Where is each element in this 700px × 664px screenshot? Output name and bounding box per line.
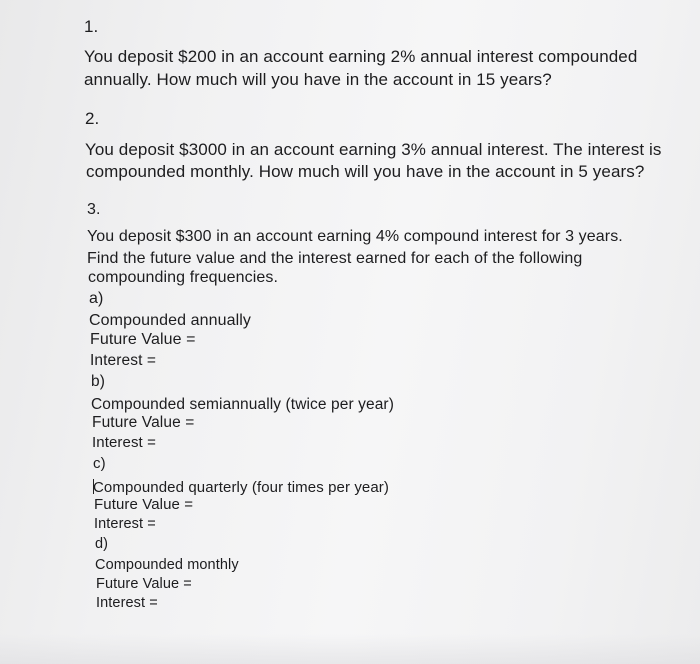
part-b-interest: Interest = (92, 434, 156, 451)
part-a-frequency: Compounded annually (89, 312, 252, 329)
part-c-label: c) (93, 455, 106, 472)
part-d-interest: Interest = (96, 595, 158, 611)
part-c-future-value: Future Value = (94, 496, 194, 513)
question-3-line-3: compounding frequencies. (88, 269, 279, 286)
question-1-line-1: You deposit $200 in an account earning 2% annual interest compounded (84, 47, 638, 66)
question-2-number: 2. (85, 109, 100, 128)
part-d-frequency: Compounded monthly (95, 557, 239, 573)
question-1-number: 1. (84, 17, 99, 36)
part-c-frequency: Compounded quarterly (four times per year) (93, 479, 389, 496)
part-c-interest: Interest = (94, 516, 156, 532)
question-3-line-2: Find the future value and the interest earned for each of the following (87, 250, 583, 267)
part-b-future-value: Future Value = (92, 414, 195, 431)
question-2-line-2: compounded monthly. How much will you have in the account in 5 years? (86, 162, 645, 181)
question-3-number: 3. (87, 201, 101, 218)
question-3-line-1: You deposit $300 in an account earning 4% compound interest for 3 years. (87, 228, 623, 245)
part-b-label: b) (91, 373, 105, 390)
question-1-line-2: annually. How much will you have in the account in 15 years? (84, 70, 552, 89)
part-d-future-value: Future Value = (96, 576, 192, 592)
part-d-label: d) (95, 536, 109, 552)
part-a-future-value: Future Value = (90, 331, 196, 348)
part-a-interest: Interest = (90, 352, 157, 369)
question-2-line-1: You deposit $3000 in an account earning 3% annual interest. The interest is (85, 140, 662, 159)
part-c-frequency-line (93, 479, 389, 495)
bottom-shadow (0, 634, 700, 664)
part-a-label: a) (89, 290, 104, 307)
part-b-frequency: Compounded semiannually (twice per year) (91, 396, 394, 413)
